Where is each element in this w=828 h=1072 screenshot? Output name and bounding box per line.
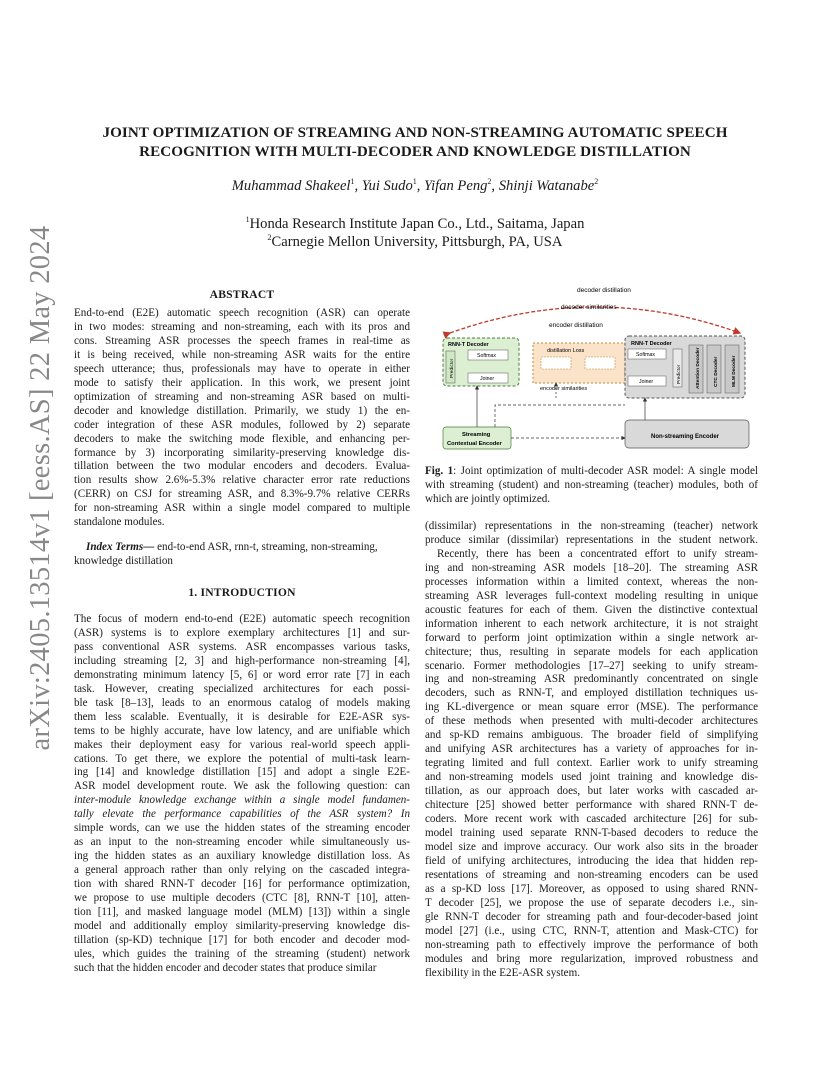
text-line: optimization of streaming and non-streaming ASR based on multi- — [74, 390, 410, 403]
text-line: as an input to the non-streaming encoder while simultaneously us- — [74, 836, 410, 849]
text-line: decoders, such as RNN-T, and employed distillation techniques us- — [425, 687, 758, 700]
text-line: resentations of streaming and non-streaming encoders can be used — [425, 868, 758, 881]
author-name: Yifan Peng — [424, 178, 488, 194]
text-line: model [27] (i.e., using CTC, RNN-T, attention and Mask-CTC) for — [425, 924, 758, 937]
author-list: Muhammad Shakeel$^1$, Yui Sudo$^1$, Yifan Peng$^2$, Shinji Watanabe$^2$ — [231, 177, 599, 194]
arxiv-identifier: arXiv:2405.13514v1 [eess.AS] 22 May 2024 — [25, 225, 56, 751]
text-line: ing [14] and knowledge distillation [15] and adopt a single E2E- — [74, 766, 410, 779]
text-line: End-to-end (E2E) automatic speech recognition (ASR) can operate — [74, 307, 410, 319]
fig-predictor-teacher: Predictor — [677, 364, 682, 384]
text-line: and sp-KD remains ambiguous. The broader field of simplifying — [425, 729, 758, 742]
fig-rnnt-decoder-student: RNN-T Decoder — [448, 342, 489, 348]
text-line: tillation (sp-KD) technique [17] for both encoder and decoder mod- — [74, 933, 410, 946]
fig-distillation-loss: distillation Loss — [547, 348, 585, 354]
text-line: tion with shared RNN-T decoder [16] for performance optimization, — [74, 878, 410, 891]
text-line: tems to be highly accurate, have low latency, and are unifiable which — [74, 724, 410, 737]
text-line: decoder and knowledge distillation. Primarily, we study 1) the en- — [74, 404, 410, 417]
text-line: decoders to make the switching mode flexible, and enhancing per- — [74, 432, 410, 445]
text-line: ing the hidden states as an auxiliary knowledge distillation loss. As — [74, 850, 410, 863]
text-line: makes their deployment easy for various real-world speech appli- — [74, 738, 410, 751]
fig-rnnt-decoder-teacher: RNN-T Decoder — [631, 341, 672, 347]
abstract-body — [74, 307, 410, 530]
text-line: standalone modules. — [74, 516, 165, 529]
text-line: task. However, creating specialized architectures for each possi- — [74, 682, 410, 695]
introduction-body — [74, 613, 410, 976]
text-line: inter-module knowledge exchange within a single model fundamen- — [74, 794, 410, 807]
text-line: (ASR) systems is to explore exemplary architectures [1] and sur- — [74, 626, 410, 639]
text-line: coders. More recent work with cascaded architecture [26] for sub- — [425, 813, 758, 826]
section-heading-introduction: 1. INTRODUCTION — [188, 586, 296, 599]
text-line: scenario. Former methodologies [17–27] seeking to unify stream- — [425, 659, 758, 672]
text-line: Recently, there has been a concentrated effort to unify stream- — [437, 547, 758, 560]
text-line: cons. Streaming ASR processes the speech frames in real-time as — [74, 334, 410, 347]
author-name: Yui Sudo — [361, 178, 413, 194]
title-line-1: JOINT OPTIMIZATION OF STREAMING AND NON-STREAMING AUTOMATIC SPEECH — [102, 125, 728, 141]
text-line: (dissimilar) representations in the non-streaming (teacher) network — [425, 520, 758, 532]
text-line: model size and improve accuracy. Our work also sits in the broader — [425, 840, 758, 853]
text-line: acoustic features for each of them. Given the distinctive contextual — [425, 603, 758, 616]
text-line: formance by 3) incorporating similarity-preserving knowledge dis- — [74, 446, 410, 459]
text-line: forward to perform joint optimization within a single network ar- — [425, 631, 758, 644]
index-terms: Index Terms— end-to-end ASR, rnn-t, streaming, non-streaming, knowledge distillation — [74, 541, 378, 567]
title-line-2: RECOGNITION WITH MULTI-DECODER AND KNOWLEDGE DISTILLATION — [139, 144, 691, 160]
text-line: tion [11], and masked language model (MLM) [13]) within a single — [74, 906, 410, 919]
text-line: mode to satisfy their application. In this work, we present joint — [74, 376, 410, 389]
fig-decoder-similarities: decoder similarities — [561, 304, 617, 311]
text-line: The focus of modern end-to-end (E2E) automatic speech recognition — [74, 613, 410, 625]
affiliation-1: $^1$Honda Research Institute Japan Co., Ltd., Saitama, Japan — [245, 215, 585, 232]
fig-encoder-similarities: encoder similarities — [540, 386, 588, 392]
author-name: Muhammad Shakeel — [231, 178, 351, 194]
text-line: modules and bring more regularization, improved robustness and — [425, 952, 758, 965]
fig-joiner-student: Joiner — [480, 376, 495, 382]
paper-title — [70, 124, 760, 162]
author-name: Shinji Watanabe — [498, 178, 595, 194]
text-line: model training used separate RNN-T-based decoders to reduce the — [425, 826, 758, 839]
figure-architecture-diagram — [425, 283, 758, 453]
text-line: as a sp-KD loss [17]. Moreover, as opposed to using shared RNN- — [425, 882, 758, 895]
fig-softmax-teacher: Softmax — [636, 352, 656, 358]
text-line: ing and non-streaming ASR models [18–20]. The streaming ASR — [425, 561, 758, 574]
text-line: for non-streaming ASR within a single model compared to multiple — [74, 502, 410, 515]
text-line: (CERR) on CSJ for streaming ASR, and 8.3%-9.7% relative CERRs — [74, 488, 410, 501]
text-line: in two modes: streaming and non-streaming, each with its pros and — [74, 320, 410, 333]
text-line: flexibility in the E2E-ASR system. — [425, 966, 580, 979]
fig-streaming-l1: Streaming — [462, 432, 491, 438]
text-line: tillation, as our approach does, but later works with cascaded ar- — [425, 785, 758, 798]
text-line: them less scalable. Eventually, it is desirable for E2E-ASR sys- — [74, 710, 410, 723]
fig-decoder-distillation: decoder distillation — [577, 287, 631, 294]
text-line: T decoder [25], we propose the use of separate decoders i.e., sin- — [425, 896, 758, 909]
text-line: non-streaming path to effectively improve the performance of both — [425, 938, 758, 951]
text-line: such that the hidden encoder and decoder states that produce similar — [74, 961, 377, 974]
fig-joiner-teacher: Joiner — [639, 379, 654, 385]
text-line: we propose to use multiple decoders (CTC [8], RNN-T [10], atten- — [74, 892, 410, 905]
text-line: information inherent to each network architecture, it is not straight — [425, 617, 758, 630]
text-line: simple words, can we use the hidden states of the streaming encoder — [74, 822, 410, 835]
text-line: chitecture [25] showed better performance with shared RNN-T de- — [425, 799, 758, 812]
text-line: coder integration of these ASR modules, followed by 2) separate — [74, 418, 410, 431]
fig-predictor-student: Predictor — [450, 358, 455, 378]
text-line: cations. To get there, we explore the potential of multi-task learn- — [74, 752, 410, 765]
text-line: it is being received, while non-streaming ASR waits for the entire — [74, 348, 410, 361]
text-line: including streaming [2, 3] and high-performance non-streaming [4], — [74, 654, 410, 667]
text-line: model and additionally employ similarity-preserving knowledge dis- — [74, 919, 410, 932]
affiliation-2: $^2$Carnegie Mellon University, Pittsburgh, PA, USA — [267, 233, 563, 250]
text-line: tion results show 2.6%-5.3% relative character error rate reductions — [74, 474, 410, 487]
text-line: ules, which guides the training of the streaming (student) network — [74, 947, 410, 960]
fig-softmax-student: Softmax — [477, 353, 497, 359]
text-line: ble task [8–13], leads to an enormous catalog of models making — [74, 696, 410, 709]
right-column-body — [425, 520, 758, 980]
text-line: speech utterance; thus, professionals may have to operate in either — [74, 362, 410, 375]
fig-mlm-decoder: MLM Decoder — [732, 355, 737, 387]
text-line: ing and non-streaming ASR predominantly concentrated on single — [425, 673, 758, 686]
text-line: produce similar (dissimilar) representations in the student network. — [425, 533, 758, 546]
text-line: and non-streaming models used joint training and knowledge dis- — [425, 771, 758, 784]
fig-streaming-l2: Contextual Encoder — [447, 441, 502, 447]
text-line: tally elevate the performance capabilities of the ASR system? In — [74, 808, 410, 821]
text-line: field of unifying architectures, introducing the idea that hidden rep- — [425, 854, 758, 867]
text-line: and unifying ASR architectures has a variety of approaches for in- — [425, 743, 758, 756]
text-line: ASR model development route. We ask the following question: can — [74, 780, 410, 793]
fig-attention-decoder: Attention Decoder — [696, 347, 701, 389]
text-line: a general approach rather than only relying on the cascaded integra- — [74, 864, 410, 877]
text-line: tillation between the two modular encoders and decoders. Evalua- — [74, 460, 410, 473]
text-line: demonstrating minimum latency [5, 6] or word error rate [7] in each — [74, 668, 410, 681]
fig-nonstreaming-encoder: Non-streaming Encoder — [651, 434, 720, 440]
fig-encoder-distillation: encoder distillation — [549, 322, 603, 329]
text-line: chitecture; thus, resulting in separate models for each application — [425, 645, 758, 658]
abstract-heading: ABSTRACT — [209, 288, 275, 301]
text-line: of these methods when presented with multi-decoder architectures — [425, 715, 758, 728]
text-line: processes information within a limited context, whereas the non- — [425, 575, 758, 588]
text-line: streaming ASR leverages full-context modeling resulting in unique — [425, 589, 758, 602]
text-line: gle RNN-T decoder for streaming path and four-decoder-based joint — [425, 910, 758, 923]
text-line: ing KL-divergence or mean square error (MSE). The performance — [425, 701, 758, 714]
text-line: tegrating limited and full context. Earlier work to unify streaming — [425, 757, 758, 770]
fig-ctc-decoder: CTC Decoder — [714, 356, 719, 387]
figure-caption: Fig. 1: Joint optimization of multi-decoder ASR model: A single model with streaming (student) and non-streaming (teacher) modules, both of which are jointly optimized. — [425, 465, 758, 505]
text-line: pass conventional ASR systems. ASR encompasses various tasks, — [74, 640, 410, 653]
